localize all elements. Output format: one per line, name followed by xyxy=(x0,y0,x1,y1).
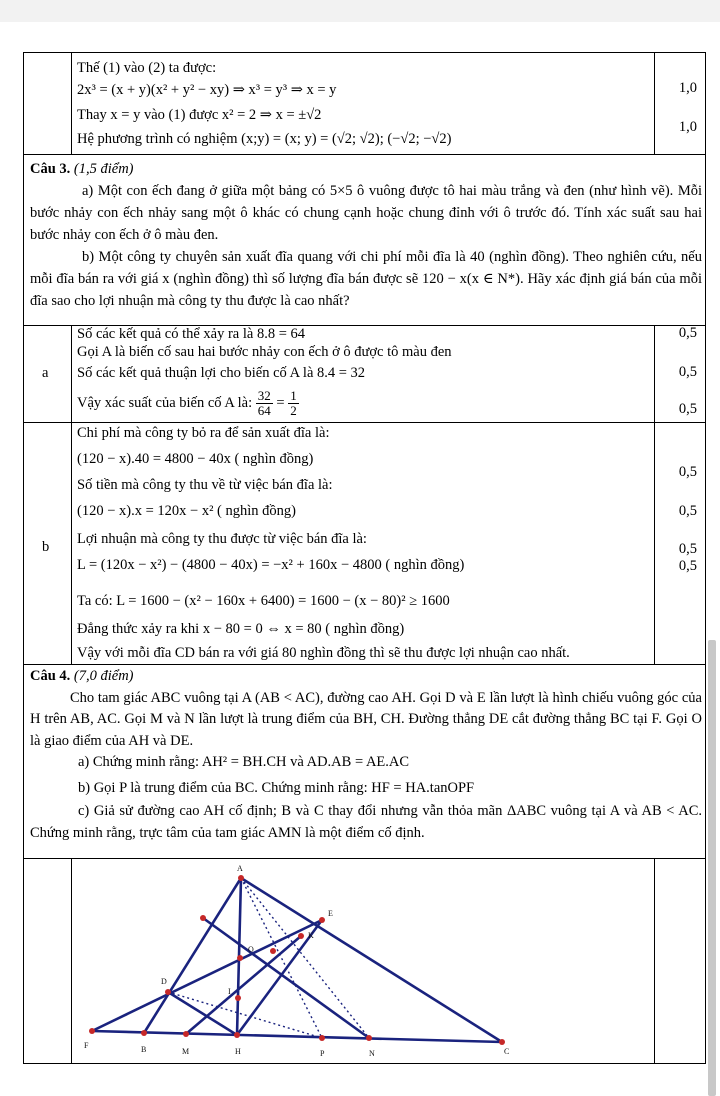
score: 1,0 xyxy=(678,119,697,135)
score: 1,0 xyxy=(678,80,697,96)
point-K xyxy=(298,933,304,939)
row-part-a xyxy=(23,325,706,423)
part-label: a xyxy=(42,365,49,381)
question-3-text xyxy=(30,158,702,312)
score-cell xyxy=(654,325,705,422)
line-FE xyxy=(92,920,322,1031)
point-mid-AB xyxy=(200,915,206,921)
score: 0,5 xyxy=(678,364,697,380)
point-M xyxy=(183,1031,189,1037)
fraction xyxy=(256,389,273,418)
text-line: Số tiền mà công ty thu về từ việc bán đĩa là: xyxy=(77,477,333,493)
score-cell xyxy=(654,53,705,154)
question-4c: c) Giả sử đường cao AH cố định; B và C thay đổi nhưng vẫn thỏa mãn ΔABC vuông tại A và AB < AC. Chứng minh rằng, trực tâm của tam giác AMN là một điểm cố định. xyxy=(30,803,702,841)
text-line: Chi phí mà công ty bỏ ra để sản xuất đĩa là: xyxy=(77,425,330,441)
score: 0,5 xyxy=(678,503,697,519)
row-figure xyxy=(23,858,706,1064)
question-3b: b) Một công ty chuyên sản xuất đĩa quang với chi phí mỗi đĩa là 40 (nghìn đồng). Theo nghiên cứu, nếu mỗi đĩa bán ra với giá x (nghìn đồng) thì số lượng đĩa bán được sẽ 120 − x(x ∈ N*). Hãy xác định giá bán của mỗi đĩa sao cho lợi nhuận mà công ty thu được là cao nhất? xyxy=(30,249,702,309)
text-line: Đẳng thức xảy ra khi x − 80 = 0 ⇔ x = 80 ( nghìn đồng) xyxy=(77,621,405,637)
question-4a: a) Chứng minh rằng: AH² = BH.CH và AD.AB = AE.AC xyxy=(78,754,410,770)
text-line: Số các kết quả có thể xảy ra là 8.8 = 64 xyxy=(77,326,306,342)
text-line: (120 − x).x = 120x − x² ( nghìn đồng) xyxy=(77,503,296,519)
point-label: K xyxy=(308,931,314,940)
row-system-solution xyxy=(23,52,706,155)
question-4b: b) Gọi P là trung điểm của BC. Chứng minh rằng: HF = HA.tanOPF xyxy=(78,779,475,796)
text-line: 2x³ = (x + y)(x² + y² − xy) ⇒ x³ = y³ ⇒ x = y xyxy=(77,82,337,98)
line-FC xyxy=(92,1031,502,1042)
question-4 xyxy=(23,664,706,859)
top-band xyxy=(0,0,720,22)
score-cell xyxy=(654,858,705,1063)
text-line: Thế (1) vào (2) ta được: xyxy=(77,60,217,76)
score: 0,5 xyxy=(678,464,697,480)
question-points: (1,5 điểm) xyxy=(73,161,134,177)
point-label: P xyxy=(320,1049,325,1058)
score: 0,5 xyxy=(678,558,697,574)
text-line: L = (120x − x²) − (4800 − 40x) = −x² + 160x − 4800 ( nghìn đồng) xyxy=(77,557,465,573)
label-cell xyxy=(24,422,72,664)
point-mid xyxy=(270,948,276,954)
question-4-text xyxy=(30,666,702,844)
point-D xyxy=(165,989,171,995)
point-A xyxy=(238,875,244,881)
segment-AC xyxy=(241,878,502,1042)
label-cell xyxy=(24,53,72,154)
fraction-denominator: 64 xyxy=(257,403,271,418)
label-cell xyxy=(24,325,72,422)
point-C xyxy=(499,1039,505,1045)
point-label: O xyxy=(248,945,254,954)
text-line: Số các kết quả thuận lợi cho biến cố A là 8.4 = 32 xyxy=(77,365,366,381)
text-line: Hệ phương trình có nghiệm (x;y) = (x; y) = (√2; √2); (−√2; −√2) xyxy=(77,131,452,147)
question-3 xyxy=(23,154,706,326)
point-label: I xyxy=(228,987,231,996)
question-title: Câu 4. xyxy=(30,668,71,684)
question-4-intro: Cho tam giác ABC vuông tại A (AB < AC), đường cao AH. Gọi D và E lần lượt là hình chiếu vuông góc của H trên AB, AC. Gọi M và N lần lượt là trung điểm của BH, CH. Đường thẳng DE cắt đường thẳng BC tại F. Gọi O là giao điểm của AH và DE. xyxy=(30,689,702,749)
label-cell xyxy=(24,858,72,1063)
point-label: E xyxy=(328,909,333,918)
point-N xyxy=(366,1035,372,1041)
text-line: Lợi nhuận mà công ty thu được từ việc bán đĩa là: xyxy=(77,531,367,547)
score: 0,5 xyxy=(678,325,697,341)
score-cell xyxy=(654,422,705,664)
point-label: A xyxy=(237,864,243,873)
point-H xyxy=(234,1032,240,1038)
point-O xyxy=(237,955,243,961)
fraction-denominator: 2 xyxy=(290,403,297,418)
question-points: (7,0 điểm) xyxy=(73,668,134,684)
point-label: F xyxy=(84,1041,89,1050)
question-3a: a) Một con ếch đang ở giữa một bảng có 5×5 ô vuông được tô hai màu trắng và đen (như hình vẽ). Mỗi bước nhảy con ếch nhảy sang một ô khác có chung cạnh hoặc chung đỉnh với ô trước đó. Tính xác suất sau hai bước nhảy con ếch ở ô màu đen. xyxy=(30,183,702,243)
text-line: Gọi A là biến cố sau hai bước nhảy con ếch ở ô được tô màu đen xyxy=(77,344,452,360)
question-title: Câu 3. xyxy=(30,161,71,177)
point-label: B xyxy=(141,1045,147,1054)
text-line: Thay x = y vào (1) được x² = 2 ⇒ x = ±√2 xyxy=(77,107,322,123)
point-I xyxy=(235,995,241,1001)
point-F xyxy=(89,1028,95,1034)
point-P xyxy=(319,1035,325,1041)
point-label: N xyxy=(369,1049,375,1058)
score: 0,5 xyxy=(678,541,697,557)
text-line: (120 − x).40 = 4800 − 40x ( nghìn đồng) xyxy=(77,451,314,467)
score: 0,5 xyxy=(678,401,697,417)
probability-line: Vậy xác suất của biến cố A là: $\frac{32}{64}$ = $\frac{1}{2}$ xyxy=(77,388,297,418)
scrollbar[interactable] xyxy=(708,640,716,1096)
geometry-figure xyxy=(72,858,656,1064)
text-line: Vậy với mỗi đĩa CD bán ra với giá 80 nghìn đồng thì sẽ thu được lợi nhuận cao nhất. xyxy=(77,645,570,661)
part-label: b xyxy=(42,539,50,555)
point-B xyxy=(141,1030,147,1036)
row-part-b xyxy=(23,422,706,665)
text-line: Ta có: L = 1600 − (x² − 160x + 6400) = 1600 − (x − 80)² ≥ 1600 xyxy=(77,593,450,609)
text-line: Vậy xác suất của biến cố A là: xyxy=(77,394,253,411)
point-label: M xyxy=(182,1047,190,1056)
point-label: D xyxy=(161,977,167,986)
point-label: C xyxy=(504,1047,510,1056)
fraction-numerator: 32 xyxy=(257,388,271,403)
answer-table xyxy=(23,52,706,1064)
point-E xyxy=(319,917,325,923)
fraction-numerator: 1 xyxy=(290,388,297,403)
fraction xyxy=(288,389,299,418)
point-label: H xyxy=(235,1047,241,1056)
